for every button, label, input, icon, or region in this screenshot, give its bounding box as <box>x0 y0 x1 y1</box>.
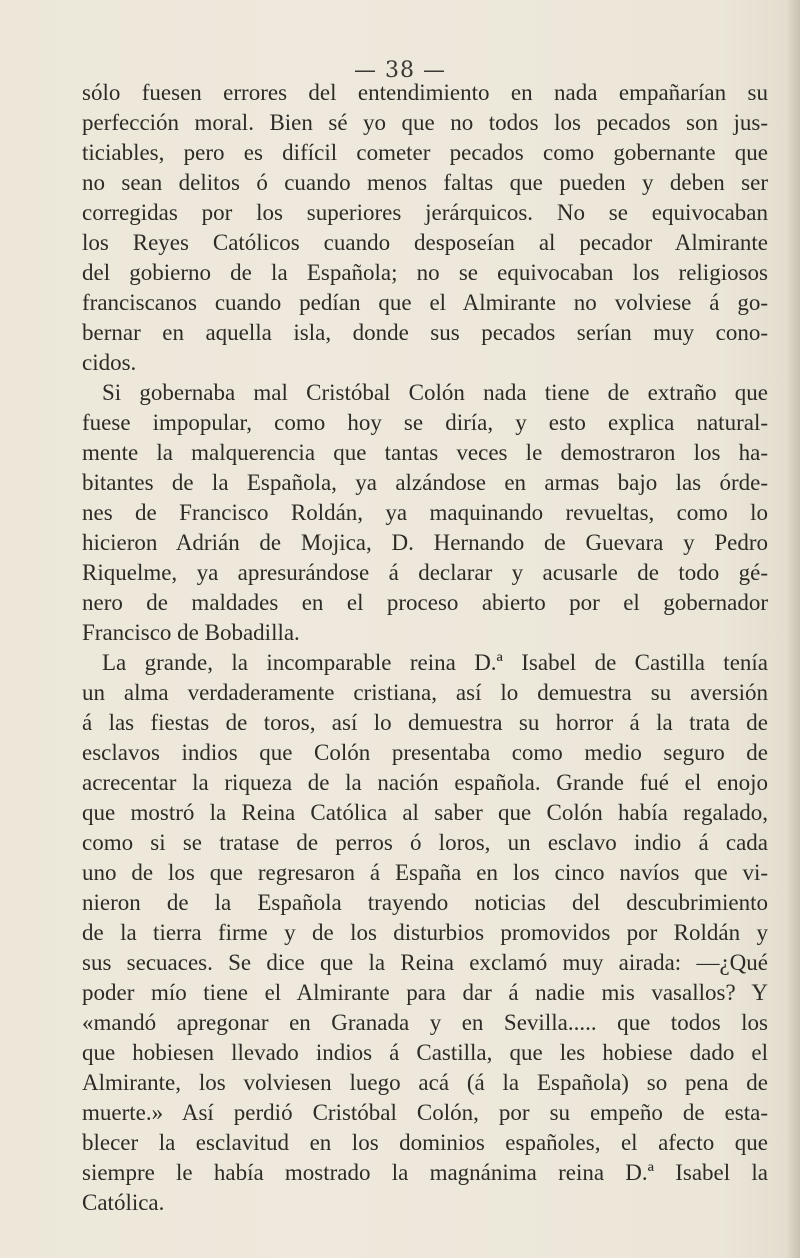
text-line: que mostró la Reina Católica al saber que Colón había regalado, <box>82 800 768 825</box>
text-line: bitantes de la Española, ya alzándose en armas bajo las órde- <box>82 470 768 495</box>
text-line: nes de Francisco Roldán, ya maquinando revueltas, como lo <box>82 500 768 525</box>
text-line: hicieron Adrián de Mojica, D. Hernando de Guevara y Pedro <box>82 530 768 555</box>
text-line: franciscanos cuando pedían que el Almirante no volviese á go- <box>82 290 768 315</box>
text-line: Si gobernaba mal Cristóbal Colón nada tiene de extraño que <box>102 380 768 405</box>
text-line: Francisco de Bobadilla. <box>82 620 300 645</box>
text-line: uno de los que regresaron á España en los cinco navíos que vi- <box>82 860 768 885</box>
text-line: un alma verdaderamente cristiana, así lo demuestra su aversión <box>82 680 768 705</box>
text-line: no sean delitos ó cuando menos faltas que pueden y deben ser <box>82 170 768 195</box>
text-line: corregidas por los superiores jerárquicos. No se equivocaban <box>82 200 768 225</box>
text-line: poder mío tiene el Almirante para dar á nadie mis vasallos? Y <box>82 980 768 1005</box>
text-line: como si se tratase de perros ó loros, un esclavo indio á cada <box>82 830 768 855</box>
text-line: los Reyes Católicos cuando desposeían al pecador Almirante <box>82 230 768 255</box>
text-line: del gobierno de la Española; no se equivocaban los religiosos <box>82 260 768 285</box>
body-text <box>82 78 768 1218</box>
text-line: muerte.» Así perdió Cristóbal Colón, por su empeño de esta- <box>82 1100 768 1125</box>
text-line: esclavos indios que Colón presentaba como medio seguro de <box>82 740 768 765</box>
text-line: perfección moral. Bien sé yo que no todos los pecados son jus- <box>82 110 768 135</box>
text-line: acrecentar la riqueza de la nación española. Grande fué el enojo <box>82 770 768 795</box>
text-line: La grande, la incomparable reina D.ª Isabel de Castilla tenía <box>102 650 768 675</box>
text-line: de la tierra firme y de los disturbios promovidos por Roldán y <box>82 920 768 945</box>
text-line: mente la malquerencia que tantas veces le demostraron los ha- <box>82 440 768 465</box>
text-line: fuese impopular, como hoy se diría, y esto explica natural- <box>82 410 768 435</box>
text-line: blecer la esclavitud en los dominios españoles, el afecto que <box>82 1130 768 1155</box>
text-line: sus secuaces. Se dice que la Reina exclamó muy airada: —¿Qué <box>82 950 768 975</box>
page-number: — 38 — <box>354 58 446 83</box>
text-line: que hobiesen llevado indios á Castilla, que les hobiese dado el <box>82 1040 768 1065</box>
text-line: Católica. <box>82 1190 165 1215</box>
text-line: nero de maldades en el proceso abierto por el gobernador <box>82 590 768 615</box>
text-line: sólo fuesen errores del entendimiento en nada empañarían su <box>82 80 768 105</box>
text-line: Riquelme, ya apresurándose á declarar y acusarle de todo gé- <box>82 560 768 585</box>
page-edge-shadow <box>786 0 800 1258</box>
text-line: cidos. <box>82 350 137 375</box>
text-line: siempre le había mostrado la magnánima reina D.ª Isabel la <box>82 1160 768 1185</box>
text-line: bernar en aquella isla, donde sus pecados serían muy cono- <box>82 320 768 345</box>
text-line: á las fiestas de toros, así lo demuestra su horror á la trata de <box>82 710 768 735</box>
text-line: ticiables, pero es difícil cometer pecados como gobernante que <box>82 140 768 165</box>
text-line: «mandó apregonar en Granada y en Sevilla..... que todos los <box>82 1010 768 1035</box>
text-line: Almirante, los volviesen luego acá (á la Española) so pena de <box>82 1070 768 1095</box>
text-line: nieron de la Española trayendo noticias del descubrimiento <box>82 890 768 915</box>
